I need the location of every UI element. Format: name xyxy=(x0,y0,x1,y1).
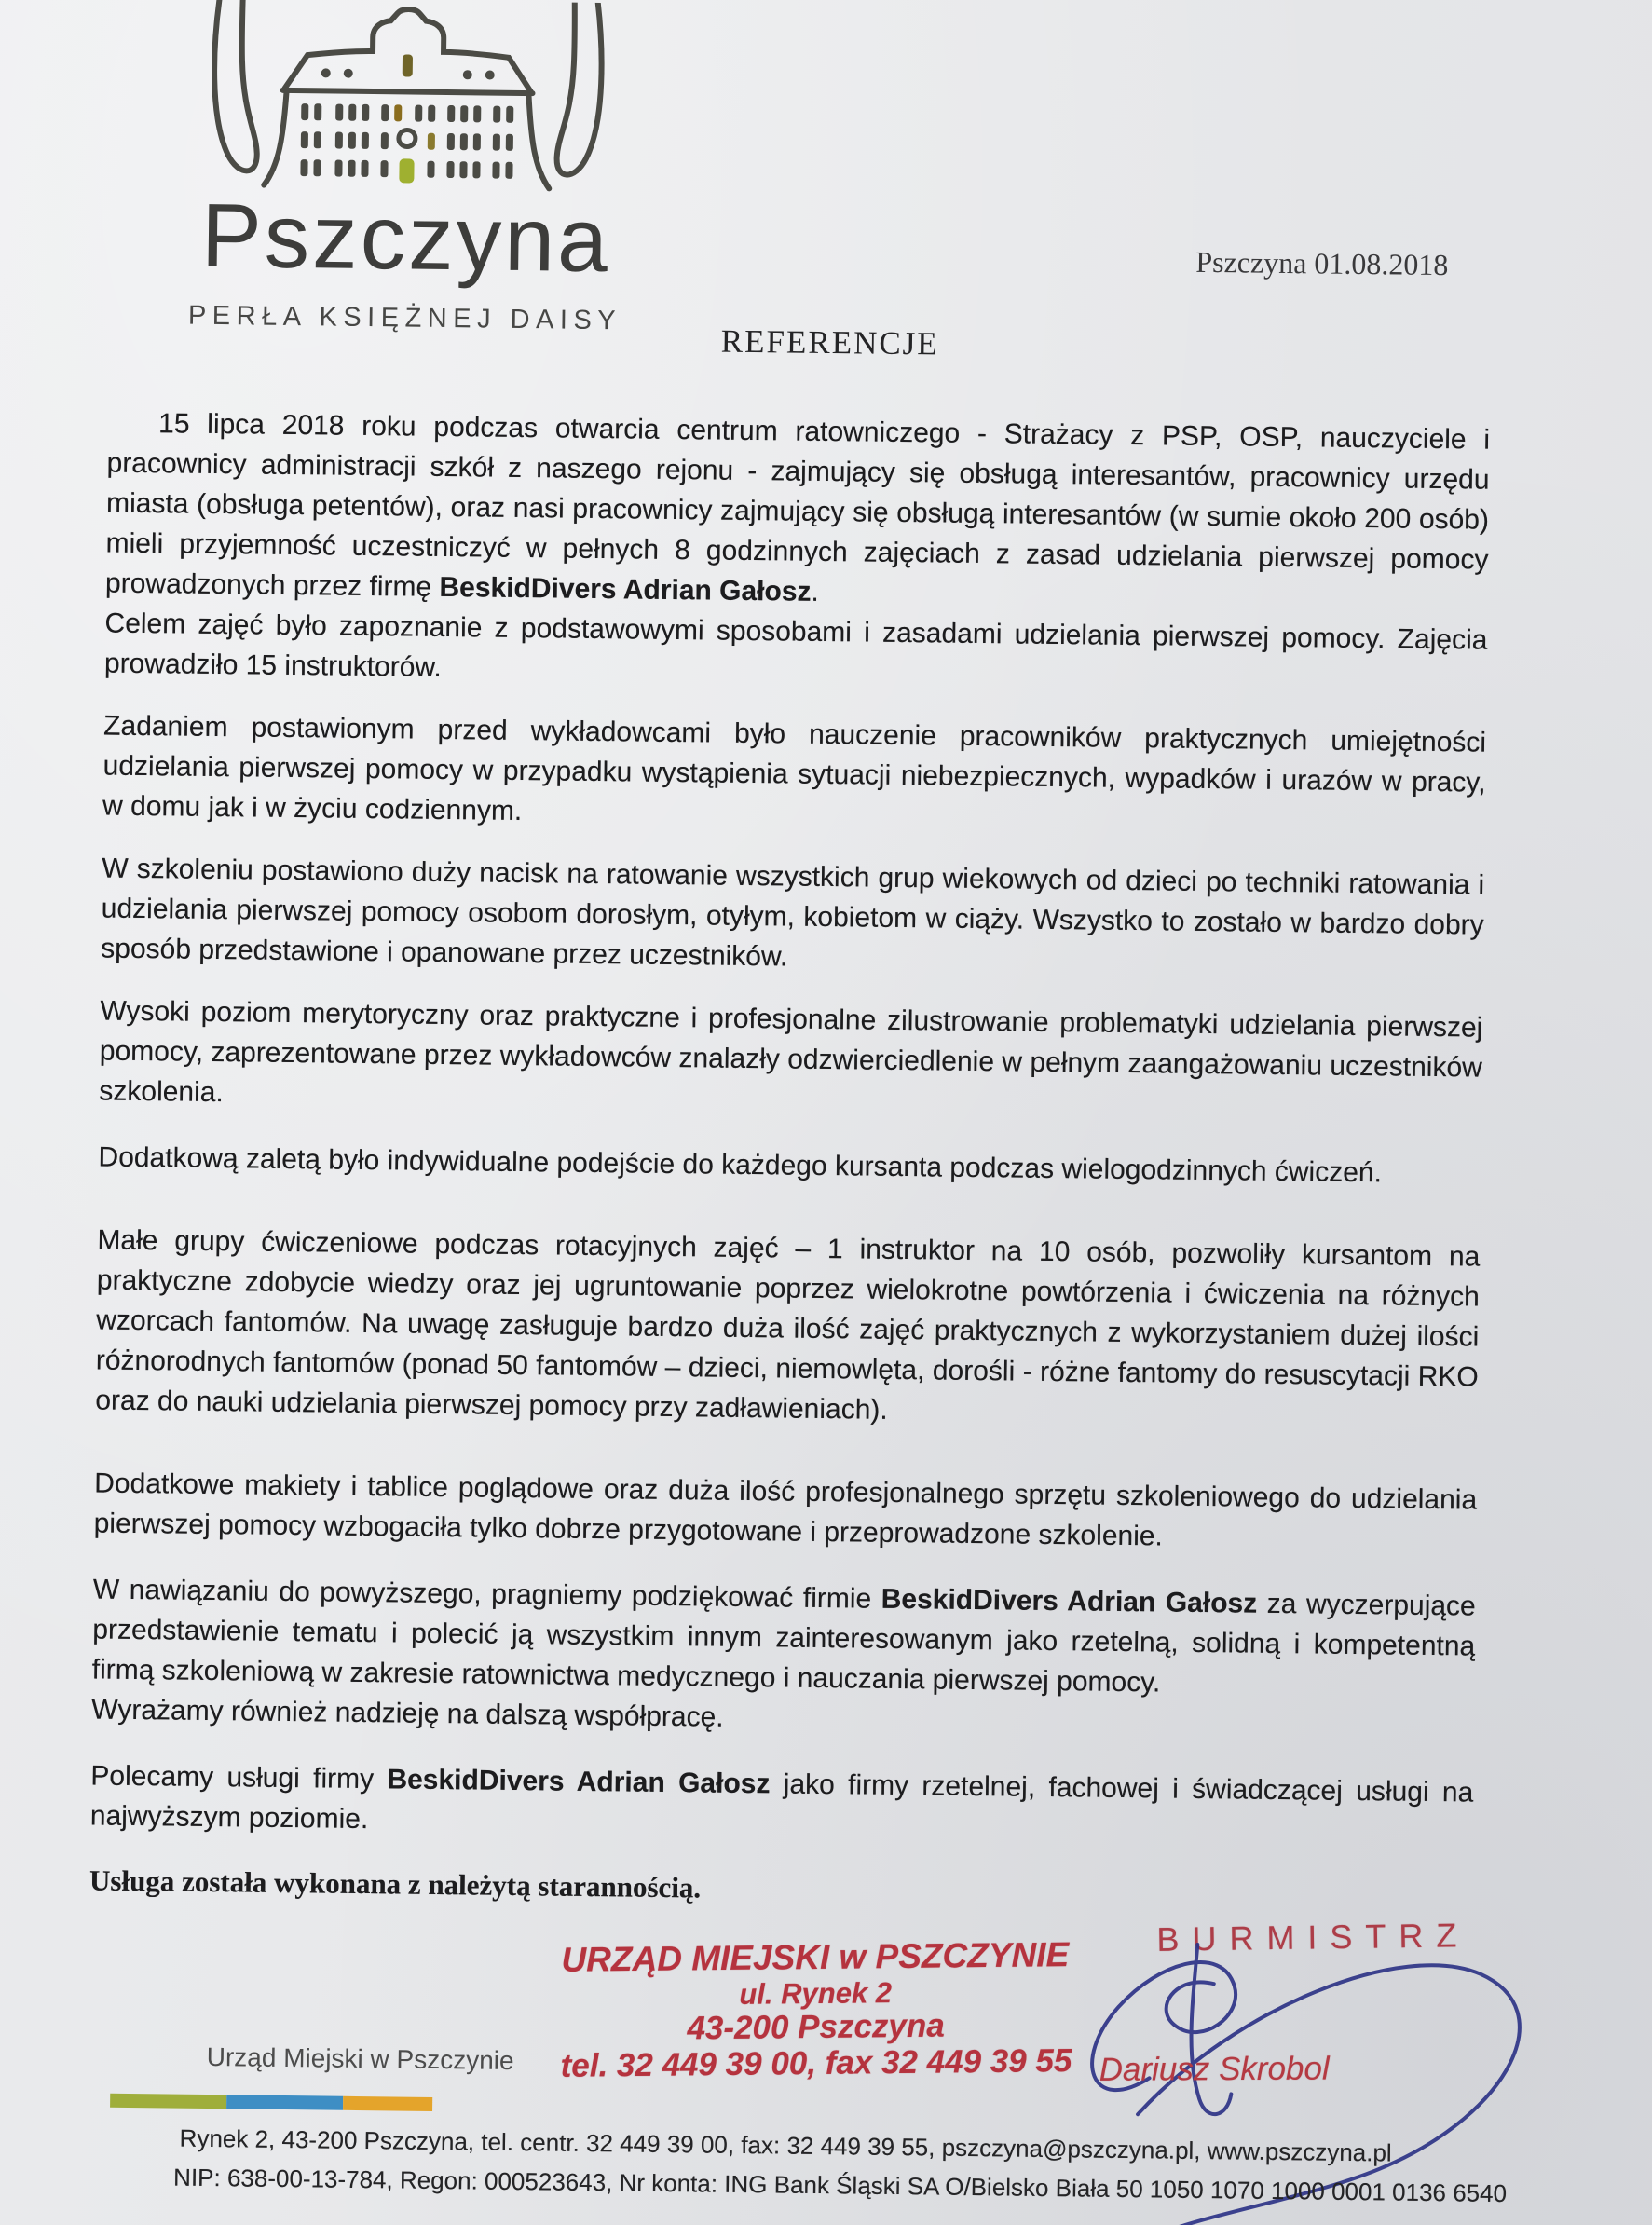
paragraph-thanks xyxy=(92,1569,1476,1706)
footer-address-line: Rynek 2, 43-200 Pszczyna, tel. centr. 32 449 39 00, fax: 32 449 39 55, pszczyna@pszczyna.pl, www.pszczyna.pl xyxy=(179,2123,1392,2167)
palace-logo-icon xyxy=(145,0,670,201)
city-wordmark: Pszczyna xyxy=(200,184,611,292)
paragraph-individual-approach: Dodatkową zaletą było indywidualne podejście do każdego kursanta podczas wielogodzinnych ćwiczeń. xyxy=(98,1141,1383,1189)
paragraph-thanks-end: za wyczerpujące przedstawienie tematu i polecić ją wszystkim innym zainteresowanym jako rzetelną, solidną i kompetentną firmą szkoleniową w zakresie ratownictwa medycznego i nauczania pierwszej pomocy. xyxy=(91,1588,1476,1699)
company-name: BeskidDivers Adrian Gałosz xyxy=(439,571,812,607)
paragraph-recommendation-end: jako firmy rzetelnej, fachowej i świadczącej usługi na najwyższym poziomie. xyxy=(89,1768,1474,1836)
paragraph-quality: Wysoki poziom merytoryczny oraz praktyczne i profesjonalne zilustrowanie problematyki udzielania pierwszej pomocy, zaprezentowane przez wykładowców znalazły odzwierciedlenie w pełnym zaangażowaniu uczestników szkolenia. xyxy=(99,995,1483,1109)
mayor-title: BURMISTRZ xyxy=(1156,1916,1470,1959)
paragraph-recommendation-text: Polecamy usługi firmy xyxy=(90,1760,388,1795)
paragraph-equipment: Dodatkowe makiety i tablice poglądowe oraz duża ilość profesjonalnego sprzętu szkoleniowego do udzielania pierwszej pomocy wzbogaciła tylko dobrze przygotowane i przeprowadzone szkolenie. xyxy=(93,1467,1478,1552)
stamp-office-name: URZĄD MIEJSKI w PSZCZYNIE xyxy=(561,1935,1070,1979)
paragraph-cooperation: Wyrażamy również nadzieję na dalszą współpracę. xyxy=(91,1694,724,1733)
footer-color-bar xyxy=(110,2094,432,2111)
stamp-street: ul. Rynek 2 xyxy=(739,1976,893,2011)
logo-tagline: PERŁA KSIĘŻNEJ DAISY xyxy=(187,300,622,336)
paragraph-training-focus: W szkoleniu postawiono duży nacisk na ratowanie wszystkich grup wiekowych od dzieci po techniki ratowania i udzielania pierwszej pomocy osobom dorosłym, otyłym, kobietom w ciąży. Wszystko to zostało w bardzo dobry sposób przedstawione i opanowane przez uczestników. xyxy=(101,853,1485,973)
paragraph-thanks-text: W nawiązaniu do powyższego, pragniemy podziękować firmie xyxy=(92,1574,881,1615)
letterhead xyxy=(134,0,678,337)
bar-segment-blue xyxy=(226,2095,343,2110)
company-name: BeskidDivers Adrian Gałosz xyxy=(881,1583,1258,1619)
letter-body xyxy=(89,403,1491,1918)
paragraph-small-groups: Małe grupy ćwiczeniowe podczas rotacyjnych zajęć – 1 instruktor na 10 osób, pozwoliły kursantom na praktyczne zdobycie wiedzy oraz jej ugruntowanie poprzez wielokrotne powtórzenia i ćwiczenia na różnych wzorcach fantomów. Na uwagę zasługuje bardzo duża ilość zajęć praktycznych z wykorzystaniem dużej ilości różnorodnych fantomów (ponad 50 fantomów – dzieci, niemowlęta, dorośli - różne fantomy do resuscytacji RKO oraz do nauki udzielania pierwszej pomocy przy zadławieniach). xyxy=(95,1224,1481,1426)
company-name: BeskidDivers Adrian Gałosz xyxy=(387,1764,771,1800)
footer-bank-line: NIP: 638-00-13-784, Regon: 000523643, Nr konta: ING Bank Śląski SA O/Bielsko Biała 50 1050 1070 1000 0001 0136 6540 xyxy=(172,2163,1508,2208)
letter-title: REFERENCJE xyxy=(720,322,939,362)
paragraph-recommendation xyxy=(90,1755,1474,1852)
stamp-phone: tel. 32 449 39 00, fax 32 449 39 55 xyxy=(560,2042,1072,2084)
paragraph-goal: Celem zajęć było zapoznanie z podstawowymi sposobami i zasadami udzielania pierwszej pomocy. Zajęcia prowadziło 15 instruktorów. xyxy=(103,607,1488,683)
paragraph-intro-end: . xyxy=(811,576,820,607)
stamp-city: 43-200 Pszczyna xyxy=(687,2007,945,2047)
paragraph-due-diligence: Usługa została wykonana z należytą starannością. xyxy=(89,1863,702,1904)
footer-office-label: Urząd Miejski w Pszczynie xyxy=(206,2041,514,2076)
paragraph-task: Zadaniem postawionym przed wykładowcami było nauczenie pracowników praktycznych umiejętności udzielania pierwszej pomocy w przypadku wystąpienia sytuacji niebezpiecznych, wypadków i urazów w pracy, w domu jak i w życiu codziennym. xyxy=(102,710,1487,827)
paragraph-intro xyxy=(105,403,1491,621)
signer-name: Dariusz Skrobol xyxy=(1099,2050,1330,2088)
bar-segment-green xyxy=(110,2094,226,2109)
paragraph-intro-text: 15 lipca 2018 roku podczas otwarcia centrum ratowniczego - Strażacy z PSP, OSP, nauczyciele i pracownicy administracji szkół z naszego rejonu - zajmujący się obsługą interesantów, pracownicy urzędu miasta (obsługa petentów), oraz nasi pracownicy zajmujący się obsługą interesantów (w sumie około 200 osób) mieli przyjemność uczestniczyć w pełnych 8 godzinnych zajęciach z zasad udzielania pierwszej pomocy prowadzonych przez firmę xyxy=(104,408,1491,603)
bar-segment-orange xyxy=(343,2096,432,2111)
place-date: Pszczyna 01.08.2018 xyxy=(1195,244,1449,282)
